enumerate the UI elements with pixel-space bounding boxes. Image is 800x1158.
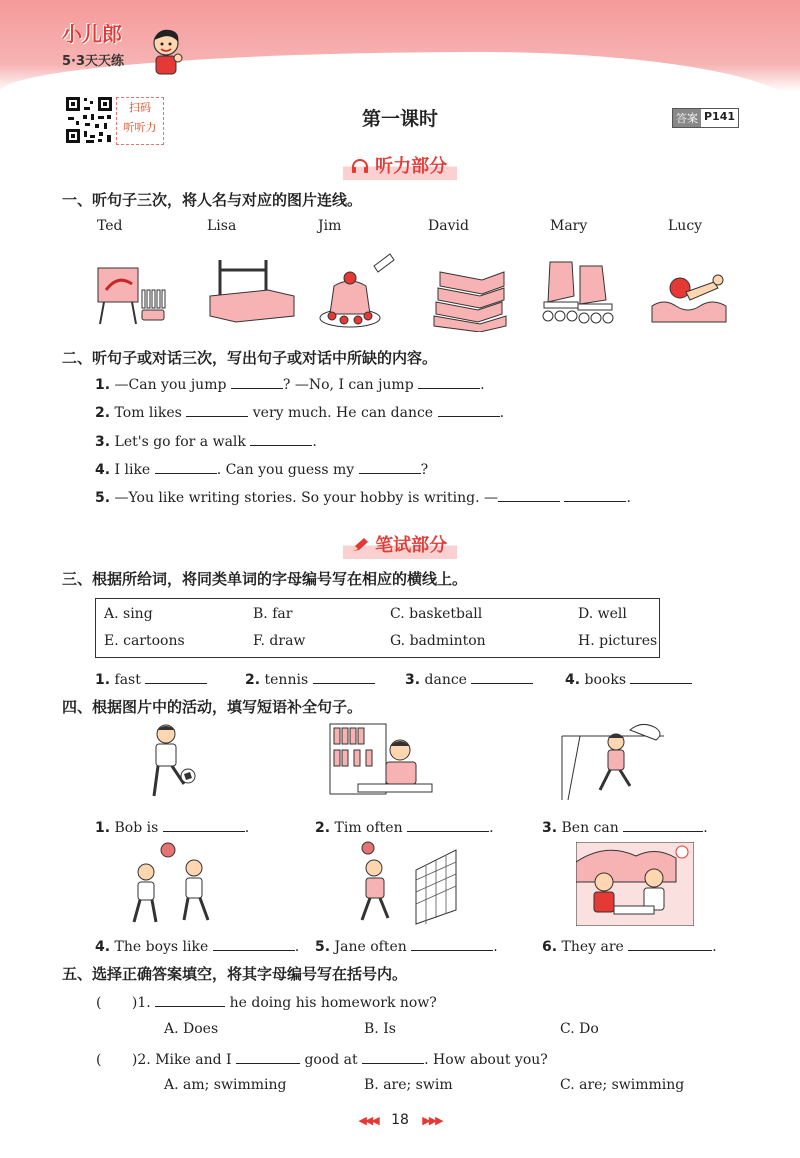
listening-title-text: 听力部分 — [375, 156, 448, 177]
q4-title: 四、根据图片中的活动，填写短语补全句子。 — [62, 698, 363, 716]
q2-item-5-blank-1[interactable] — [498, 487, 560, 502]
name-david[interactable]: David — [428, 218, 469, 234]
q5-item-2-part-2: . How about you? — [424, 1052, 548, 1068]
q3-item-2-blank[interactable] — [313, 669, 375, 684]
q3-item-1-num: 1. — [95, 672, 111, 688]
brand-subtitle: 5·3天天练 — [62, 54, 125, 69]
q3-item-1 — [95, 669, 207, 688]
q5-item-2-part-1: good at — [304, 1052, 358, 1068]
q4-item-5-text: Jane often — [334, 939, 407, 955]
q4-item-6-blank[interactable] — [628, 936, 712, 951]
q2-item-4-blank-1[interactable] — [155, 459, 217, 474]
long-jump-box-icon[interactable] — [208, 256, 298, 326]
roller-skates-icon[interactable] — [540, 256, 620, 332]
cake-icon[interactable] — [318, 252, 398, 332]
q3-item-3 — [405, 669, 533, 688]
q3-item-4-num: 4. — [565, 672, 581, 688]
q4-item-4-blank[interactable] — [213, 936, 295, 951]
q3-item-1-blank[interactable] — [145, 669, 207, 684]
q5-item-1-num: 1. — [137, 995, 151, 1011]
q5-item-1 — [96, 992, 437, 1011]
q4-item-1-blank[interactable] — [163, 817, 245, 832]
q2-item-4-num: 4. — [95, 462, 111, 478]
q4-item-3-num: 3. — [542, 820, 558, 836]
swimmer-icon[interactable] — [650, 262, 730, 328]
q2-item-1-part-2: ? —No, I can jump — [282, 377, 414, 393]
q3-title: 三、根据所给词，将同类单词的字母编号写在相应的横线上。 — [62, 570, 468, 588]
painting-easel-icon[interactable] — [92, 262, 172, 332]
q2-item-3-blank-1[interactable] — [250, 431, 312, 446]
q2-title: 二、听句子或对话三次，写出句子或对话中所缺的内容。 — [62, 349, 438, 367]
q2-item-2-part-1: Tom likes — [114, 405, 182, 421]
q4-item-3 — [542, 817, 708, 836]
pencil-icon — [351, 537, 369, 553]
q4-item-3-end: . — [703, 820, 708, 836]
right-arrows-icon: ▶▶▶ — [422, 1114, 442, 1127]
name-mary[interactable]: Mary — [550, 218, 588, 234]
q2-item-4-part-1: I like — [114, 462, 151, 478]
q2-item-5-num: 5. — [95, 490, 111, 506]
q5-item-2-blank-2[interactable] — [362, 1049, 424, 1064]
q3-item-3-word: dance — [424, 672, 467, 688]
q5-title: 五、选择正确答案填空，将其字母编号写在括号内。 — [62, 965, 408, 983]
page-number-value: 18 — [391, 1112, 409, 1128]
q2-item-2-blank-1[interactable] — [186, 402, 248, 417]
q4-item-4-end: . — [294, 939, 300, 955]
boy-football-icon — [140, 722, 206, 806]
q3-item-3-num: 3. — [405, 672, 421, 688]
name-ted[interactable]: Ted — [97, 218, 123, 234]
q3-item-4 — [565, 669, 692, 688]
boy-reading-library-icon — [328, 720, 434, 806]
q4-item-1-text: Bob is — [114, 820, 159, 836]
q4-item-1-num: 1. — [95, 820, 111, 836]
q2-item-2-blank-2[interactable] — [438, 402, 500, 417]
q2-item-5-part-1: —You like writing stories. So your hobby is writing. — — [114, 490, 499, 506]
q3-item-1-word: fast — [114, 672, 141, 688]
q2-item-1-part-3: . — [480, 377, 485, 393]
q4-item-2-text: Tim often — [334, 820, 403, 836]
q4-item-1-end: . — [244, 820, 250, 836]
q2-item-5-blank-2[interactable] — [564, 487, 626, 502]
q4-item-6-num: 6. — [542, 939, 558, 955]
scan-line-1: 扫码 — [129, 101, 151, 114]
q2-item-1-blank-2[interactable] — [418, 374, 480, 389]
q2-item-5-part-3: . — [626, 490, 631, 506]
q2-item-3 — [95, 431, 317, 450]
q4-item-4 — [95, 936, 299, 955]
q5-item-2-paren-close: ) — [131, 1052, 138, 1068]
q3-item-4-blank[interactable] — [630, 669, 692, 684]
scan-line-2: 听听力 — [123, 121, 157, 134]
q4-item-6-text: They are — [561, 939, 624, 955]
q5-item-2-part-0: Mike and I — [155, 1052, 232, 1068]
answer-reference — [672, 108, 739, 128]
q1-title: 一、听句子三次，将人名与对应的图片连线。 — [62, 191, 363, 209]
mascot-icon — [148, 28, 184, 78]
q5-item-2-option-c: C. are; swimming — [560, 1077, 685, 1093]
q2-item-4-part-2: . Can you guess my — [216, 462, 355, 478]
q4-item-2 — [315, 817, 494, 836]
q5-item-1-blank[interactable] — [155, 992, 225, 1007]
option-c: C. basketball — [390, 606, 483, 622]
q2-item-4-part-3: ? — [420, 462, 429, 478]
headphones-icon — [351, 158, 369, 174]
q2-item-1-blank-1[interactable] — [231, 374, 283, 389]
q3-item-2 — [245, 669, 375, 688]
answer-page: P141 — [704, 110, 736, 123]
brand-title: 小儿郎 — [62, 22, 122, 46]
q4-item-5-end: . — [493, 939, 498, 955]
q4-item-1 — [95, 817, 249, 836]
q4-item-2-end: . — [489, 820, 494, 836]
q2-item-4-blank-2[interactable] — [359, 459, 421, 474]
q5-item-1-paren-close: ) — [131, 995, 138, 1011]
answer-label: 答案 — [673, 109, 701, 127]
q2-item-1-num: 1. — [95, 377, 111, 393]
option-g: G. badminton — [390, 633, 486, 649]
q2-item-3-num: 3. — [95, 434, 111, 450]
option-b: B. far — [253, 606, 293, 622]
books-stack-icon[interactable] — [430, 260, 510, 332]
q4-item-5-blank[interactable] — [411, 936, 493, 951]
word-options-box — [95, 598, 660, 658]
q5-item-2 — [96, 1049, 548, 1068]
name-jim[interactable]: Jim — [318, 218, 342, 234]
left-arrows-icon: ◀◀◀ — [358, 1114, 378, 1127]
q5-item-1-text: he doing his homework now? — [229, 995, 437, 1011]
q2-item-5 — [95, 487, 631, 506]
q2-item-3-part-2: . — [312, 434, 317, 450]
listening-section-title — [0, 150, 800, 180]
q5-item-2-paren-open: ( — [96, 1052, 102, 1068]
option-e: E. cartoons — [104, 633, 185, 649]
q3-item-2-num: 2. — [245, 672, 261, 688]
q2-item-1-part-1: —Can you jump — [114, 377, 227, 393]
option-h: H. pictures — [578, 633, 658, 649]
q2-item-4 — [95, 459, 428, 478]
q4-item-3-blank[interactable] — [623, 817, 703, 832]
kids-chess-icon — [576, 842, 694, 926]
boys-basketball-icon — [126, 840, 222, 926]
q4-item-6 — [542, 936, 717, 955]
q4-item-2-num: 2. — [315, 820, 331, 836]
q2-item-2-part-2: very much. He can dance — [252, 405, 434, 421]
q4-item-5 — [315, 936, 498, 955]
q5-item-1-paren-open: ( — [96, 995, 102, 1011]
q5-item-1-option-a: A. Does — [164, 1021, 219, 1037]
writing-title-text: 笔试部分 — [375, 535, 448, 556]
q5-item-1-option-b: B. Is — [364, 1021, 396, 1037]
q2-item-2-part-3: . — [499, 405, 505, 421]
name-lucy[interactable]: Lucy — [668, 218, 703, 234]
q4-item-4-num: 4. — [95, 939, 111, 955]
page-title: 第一课时 — [361, 108, 438, 130]
option-f: F. draw — [253, 633, 306, 649]
option-d: D. well — [578, 606, 627, 622]
option-a: A. sing — [104, 606, 153, 622]
q3-item-3-blank[interactable] — [471, 669, 533, 684]
q5-item-1-option-c: C. Do — [560, 1021, 599, 1037]
writing-section-title — [0, 529, 800, 559]
q4-item-6-end: . — [712, 939, 717, 955]
q2-item-1 — [95, 374, 485, 393]
q4-item-5-num: 5. — [315, 939, 331, 955]
q4-item-4-text: The boys like — [114, 939, 209, 955]
q4-item-2-blank[interactable] — [407, 817, 489, 832]
name-lisa[interactable]: Lisa — [207, 218, 237, 234]
q5-item-2-blank-1[interactable] — [236, 1049, 300, 1064]
q3-item-4-word: books — [584, 672, 627, 688]
boy-running-icon — [560, 720, 666, 806]
q4-item-3-text: Ben can — [561, 820, 619, 836]
q5-item-2-option-a: A. am; swimming — [164, 1077, 287, 1093]
q2-item-3-part-1: Let's go for a walk — [114, 434, 246, 450]
q5-item-2-option-b: B. are; swim — [364, 1077, 453, 1093]
q3-item-2-word: tennis — [264, 672, 309, 688]
girl-volleyball-icon — [344, 840, 460, 926]
page-number — [0, 1112, 800, 1128]
q2-item-2 — [95, 402, 504, 421]
q5-item-2-num: 2. — [137, 1052, 151, 1068]
q2-item-2-num: 2. — [95, 405, 111, 421]
